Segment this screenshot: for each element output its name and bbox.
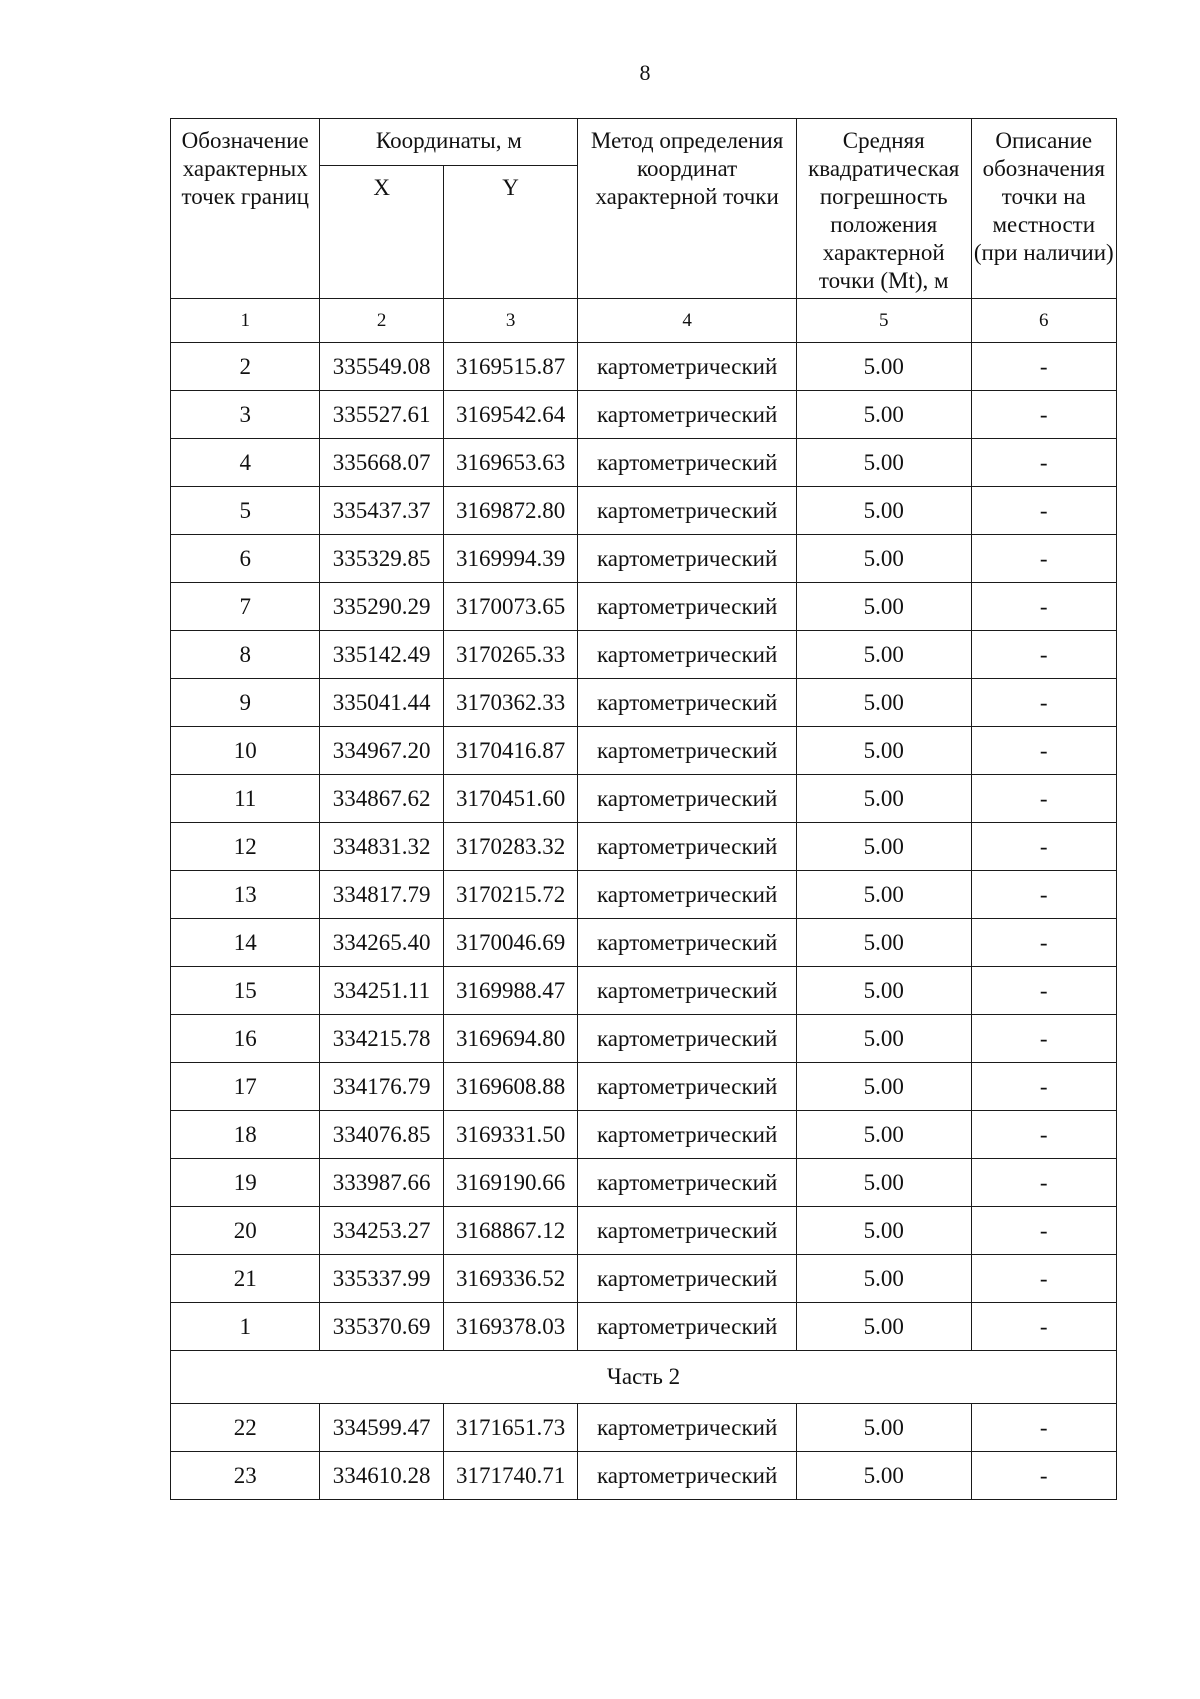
error-cell: 5.00	[796, 1404, 971, 1452]
error-cell: 5.00	[796, 583, 971, 631]
point-cell: 10	[171, 727, 320, 775]
y-cell: 3168867.12	[443, 1207, 577, 1255]
part-row	[171, 1351, 1117, 1404]
page-number: 8	[639, 60, 651, 85]
error-cell: 5.00	[796, 871, 971, 919]
table-row	[171, 631, 1117, 679]
table-row	[171, 1452, 1117, 1500]
x-cell: 335527.61	[320, 391, 443, 439]
error-cell: 5.00	[796, 535, 971, 583]
y-cell: 3170451.60	[443, 775, 577, 823]
table-row	[171, 1255, 1117, 1303]
method-cell: картометрический	[578, 1303, 797, 1351]
error-cell: 5.00	[796, 1159, 971, 1207]
method-cell: картометрический	[578, 343, 797, 391]
error-cell: 5.00	[796, 439, 971, 487]
point-cell: 23	[171, 1452, 320, 1500]
error-cell: 5.00	[796, 919, 971, 967]
error-cell: 5.00	[796, 823, 971, 871]
description-cell: -	[971, 1015, 1116, 1063]
error-cell: 5.00	[796, 1303, 971, 1351]
x-cell: 334253.27	[320, 1207, 443, 1255]
x-cell: 334831.32	[320, 823, 443, 871]
table-row	[171, 487, 1117, 535]
table-row	[171, 439, 1117, 487]
x-cell: 334215.78	[320, 1015, 443, 1063]
point-cell: 14	[171, 919, 320, 967]
point-cell: 17	[171, 1063, 320, 1111]
y-cell: 3169988.47	[443, 967, 577, 1015]
x-cell: 334610.28	[320, 1452, 443, 1500]
description-cell: -	[971, 583, 1116, 631]
method-cell: картометрический	[578, 391, 797, 439]
x-cell: 335437.37	[320, 487, 443, 535]
point-cell: 16	[171, 1015, 320, 1063]
table-row	[171, 1111, 1117, 1159]
y-cell: 3169190.66	[443, 1159, 577, 1207]
header-method: Метод определения координат характерной точки	[578, 119, 797, 299]
x-cell: 334599.47	[320, 1404, 443, 1452]
x-cell: 335290.29	[320, 583, 443, 631]
table-row	[171, 679, 1117, 727]
x-cell: 335337.99	[320, 1255, 443, 1303]
x-cell: 334867.62	[320, 775, 443, 823]
y-cell: 3170416.87	[443, 727, 577, 775]
description-cell: -	[971, 1303, 1116, 1351]
y-cell: 3169336.52	[443, 1255, 577, 1303]
point-cell: 21	[171, 1255, 320, 1303]
description-cell: -	[971, 919, 1116, 967]
method-cell: картометрический	[578, 775, 797, 823]
column-number: 5	[796, 299, 971, 343]
point-cell: 19	[171, 1159, 320, 1207]
error-cell: 5.00	[796, 1111, 971, 1159]
description-cell: -	[971, 1207, 1116, 1255]
error-cell: 5.00	[796, 487, 971, 535]
description-cell: -	[971, 871, 1116, 919]
table-row	[171, 823, 1117, 871]
method-cell: картометрический	[578, 727, 797, 775]
description-cell: -	[971, 391, 1116, 439]
header-y: Y	[443, 166, 577, 299]
y-cell: 3170073.65	[443, 583, 577, 631]
column-number: 3	[443, 299, 577, 343]
table-row	[171, 871, 1117, 919]
column-number: 4	[578, 299, 797, 343]
method-cell: картометрический	[578, 1404, 797, 1452]
method-cell: картометрический	[578, 823, 797, 871]
method-cell: картометрический	[578, 967, 797, 1015]
table-row	[171, 1404, 1117, 1452]
description-cell: -	[971, 439, 1116, 487]
table-row	[171, 919, 1117, 967]
error-cell: 5.00	[796, 775, 971, 823]
x-cell: 335329.85	[320, 535, 443, 583]
column-number: 6	[971, 299, 1116, 343]
table-row	[171, 1207, 1117, 1255]
method-cell: картометрический	[578, 1111, 797, 1159]
method-cell: картометрический	[578, 871, 797, 919]
table-row	[171, 1303, 1117, 1351]
description-cell: -	[971, 1255, 1116, 1303]
description-cell: -	[971, 727, 1116, 775]
method-cell: картометрический	[578, 1452, 797, 1500]
x-cell: 334265.40	[320, 919, 443, 967]
y-cell: 3169694.80	[443, 1015, 577, 1063]
x-cell: 335668.07	[320, 439, 443, 487]
point-cell: 4	[171, 439, 320, 487]
description-cell: -	[971, 1404, 1116, 1452]
table-header-row	[171, 119, 1117, 166]
table-row	[171, 967, 1117, 1015]
x-cell: 334251.11	[320, 967, 443, 1015]
method-cell: картометрический	[578, 1159, 797, 1207]
boundary-points-table	[170, 118, 1117, 1500]
point-cell: 8	[171, 631, 320, 679]
description-cell: -	[971, 967, 1116, 1015]
point-cell: 6	[171, 535, 320, 583]
point-cell: 3	[171, 391, 320, 439]
y-cell: 3169378.03	[443, 1303, 577, 1351]
y-cell: 3169542.64	[443, 391, 577, 439]
description-cell: -	[971, 823, 1116, 871]
y-cell: 3170215.72	[443, 871, 577, 919]
method-cell: картометрический	[578, 583, 797, 631]
header-point: Обозначение характерных точек границ	[171, 119, 320, 299]
x-cell: 333987.66	[320, 1159, 443, 1207]
y-cell: 3171651.73	[443, 1404, 577, 1452]
y-cell: 3169608.88	[443, 1063, 577, 1111]
x-cell: 335370.69	[320, 1303, 443, 1351]
point-cell: 1	[171, 1303, 320, 1351]
description-cell: -	[971, 1452, 1116, 1500]
part-label: Часть 2	[171, 1351, 1117, 1404]
point-cell: 15	[171, 967, 320, 1015]
x-cell: 335549.08	[320, 343, 443, 391]
point-cell: 2	[171, 343, 320, 391]
method-cell: картометрический	[578, 631, 797, 679]
table-row	[171, 1063, 1117, 1111]
method-cell: картометрический	[578, 535, 797, 583]
table-row	[171, 583, 1117, 631]
table-row	[171, 535, 1117, 583]
point-cell: 5	[171, 487, 320, 535]
method-cell: картометрический	[578, 679, 797, 727]
header-coordinates: Координаты, м	[320, 119, 578, 166]
column-number: 2	[320, 299, 443, 343]
error-cell: 5.00	[796, 1063, 971, 1111]
header-error: Средняя квадратическая погрешность положения характерной точки (Mt), м	[796, 119, 971, 299]
y-cell: 3169515.87	[443, 343, 577, 391]
error-cell: 5.00	[796, 343, 971, 391]
description-cell: -	[971, 631, 1116, 679]
table-row	[171, 391, 1117, 439]
description-cell: -	[971, 343, 1116, 391]
method-cell: картометрический	[578, 1207, 797, 1255]
description-cell: -	[971, 1159, 1116, 1207]
header-description: Описание обозначения точки на местности (при наличии)	[971, 119, 1116, 299]
table-row	[171, 727, 1117, 775]
error-cell: 5.00	[796, 679, 971, 727]
y-cell: 3171740.71	[443, 1452, 577, 1500]
method-cell: картометрический	[578, 1015, 797, 1063]
error-cell: 5.00	[796, 1255, 971, 1303]
point-cell: 9	[171, 679, 320, 727]
error-cell: 5.00	[796, 391, 971, 439]
table-row	[171, 1159, 1117, 1207]
y-cell: 3169331.50	[443, 1111, 577, 1159]
column-number: 1	[171, 299, 320, 343]
point-cell: 13	[171, 871, 320, 919]
method-cell: картометрический	[578, 439, 797, 487]
x-cell: 334967.20	[320, 727, 443, 775]
error-cell: 5.00	[796, 967, 971, 1015]
y-cell: 3170362.33	[443, 679, 577, 727]
y-cell: 3169872.80	[443, 487, 577, 535]
description-cell: -	[971, 1111, 1116, 1159]
table-row	[171, 343, 1117, 391]
point-cell: 22	[171, 1404, 320, 1452]
y-cell: 3169994.39	[443, 535, 577, 583]
error-cell: 5.00	[796, 727, 971, 775]
table-row	[171, 775, 1117, 823]
description-cell: -	[971, 487, 1116, 535]
method-cell: картометрический	[578, 919, 797, 967]
error-cell: 5.00	[796, 1207, 971, 1255]
error-cell: 5.00	[796, 1452, 971, 1500]
header-x: X	[320, 166, 443, 299]
x-cell: 334176.79	[320, 1063, 443, 1111]
y-cell: 3170283.32	[443, 823, 577, 871]
error-cell: 5.00	[796, 631, 971, 679]
method-cell: картометрический	[578, 1255, 797, 1303]
point-cell: 12	[171, 823, 320, 871]
point-cell: 11	[171, 775, 320, 823]
y-cell: 3170046.69	[443, 919, 577, 967]
column-number-row	[171, 299, 1117, 343]
description-cell: -	[971, 679, 1116, 727]
y-cell: 3169653.63	[443, 439, 577, 487]
point-cell: 18	[171, 1111, 320, 1159]
description-cell: -	[971, 1063, 1116, 1111]
description-cell: -	[971, 535, 1116, 583]
y-cell: 3170265.33	[443, 631, 577, 679]
point-cell: 20	[171, 1207, 320, 1255]
error-cell: 5.00	[796, 1015, 971, 1063]
method-cell: картометрический	[578, 487, 797, 535]
method-cell: картометрический	[578, 1063, 797, 1111]
x-cell: 335142.49	[320, 631, 443, 679]
x-cell: 334076.85	[320, 1111, 443, 1159]
table-row	[171, 1015, 1117, 1063]
x-cell: 335041.44	[320, 679, 443, 727]
point-cell: 7	[171, 583, 320, 631]
x-cell: 334817.79	[320, 871, 443, 919]
description-cell: -	[971, 775, 1116, 823]
